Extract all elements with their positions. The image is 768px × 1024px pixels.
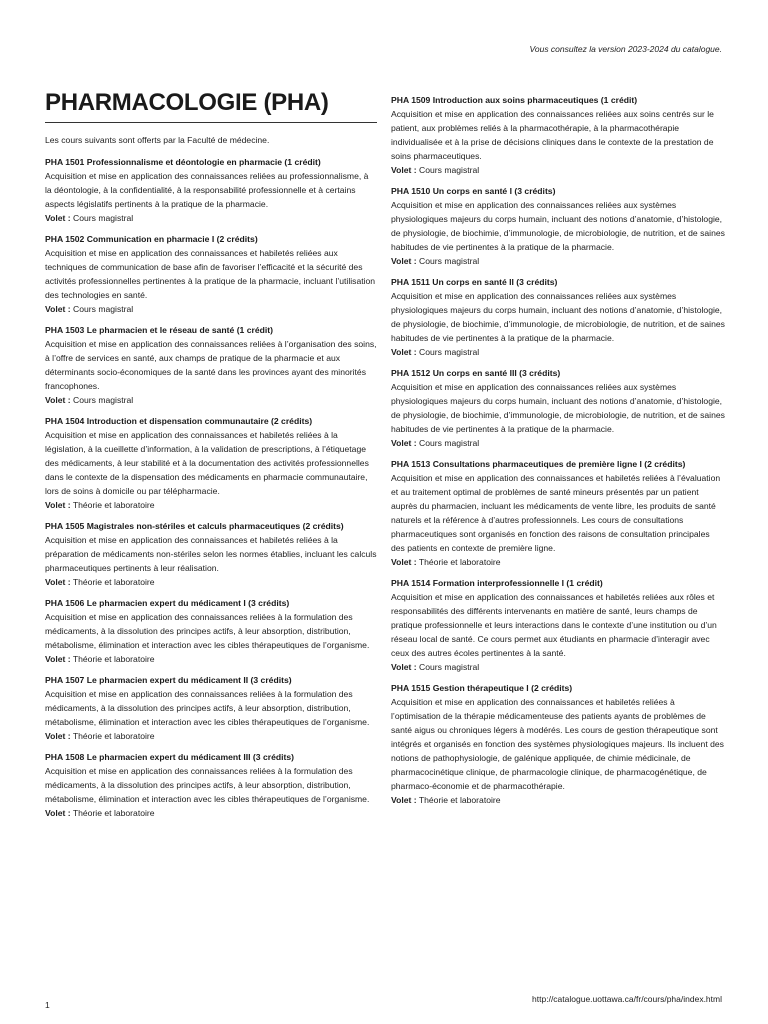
course-entry [45,750,377,820]
course-description: Acquisition et mise en application des connaissances et habiletés reliées aux techniques de communication de base afin de favoriser l’efficacité et la sécurité des activités professionnelles pertinentes à la pratique de la pharmacie, incluant l’utilisation des technologies en santé. [45,248,376,301]
course-volet [391,163,725,177]
course-entry [391,576,725,674]
volet-label: Volet : [45,213,71,224]
course-title: PHA 1503 Le pharmacien et le réseau de santé (1 crédit) [45,325,273,336]
course-title: PHA 1504 Introduction et dispensation communautaire (2 crédits) [45,416,313,427]
volet-label: Volet : [45,808,71,819]
volet-value: Théorie et laboratoire [72,500,155,511]
course-description: Acquisition et mise en application des connaissances reliées aux systèmes physiologiques majeurs du corps humain, incluant des notions d’anatomie, d’histologie, de physiologie, de biochimie, d’immunologie, de microbiologie, de nutrition, et de saines habitudes de vie pertinentes à la pratique de la pharmacie. [391,291,725,343]
volet-value: Cours magistral [419,165,480,175]
course-volet [391,254,725,268]
course-entry [45,519,377,589]
course-volet [45,302,377,316]
volet-label: Volet : [391,438,417,448]
course-title: PHA 1515 Gestion thérapeutique I (2 crédits) [391,683,573,693]
volet-value: Théorie et laboratoire [72,808,155,819]
volet-label: Volet : [45,500,71,511]
course-volet [45,575,377,589]
volet-label: Volet : [391,347,417,357]
course-volet [391,660,725,674]
course-entry [45,414,377,512]
footer-url[interactable]: http://catalogue.uottawa.ca/fr/cours/pha/index.html [532,994,722,1004]
course-title: PHA 1507 Le pharmacien expert du médicament II (3 crédits) [45,675,292,686]
volet-value: Théorie et laboratoire [418,795,501,805]
course-entry [391,93,725,177]
course-description: Acquisition et mise en application des connaissances reliées à la formulation des médicaments, à la dissolution des principes actifs, à leur absorption, distribution, métabolisme, élimination et interaction avec les cibles thérapeutiques de l’organisme. [45,689,370,728]
right-column [391,93,725,814]
left-course-list [45,155,377,820]
course-entry [45,673,377,743]
volet-label: Volet : [391,165,417,175]
volet-label: Volet : [45,731,71,742]
page-title: PHARMACOLOGIE (PHA) [45,90,377,123]
course-entry [45,155,377,225]
volet-value: Théorie et laboratoire [72,731,155,742]
course-description: Acquisition et mise en application des connaissances et habiletés reliées à l’évaluation et au traitement optimal de problèmes de santé mineurs présentés par un patient auprès du pharmacien, incluant les médicaments de vente libre, les produits de santé naturels et la référence à d’autres professionnels. Les cours de consultations pharmaceutiques sont organisés en fonction des raisons de consultation principales des patients en contexte de première ligne. [391,473,721,553]
course-description: Acquisition et mise en application des connaissances reliées aux systèmes physiologiques majeurs du corps humain, incluant des notions d’anatomie, d’histologie, de physiologie, de biochimie, d’immunologie, de microbiologie, de nutrition, et de saines habitudes de vie pertinentes à la pratique de la pharmacie. [391,200,725,252]
intro-text: Les cours suivants sont offerts par la Faculté de médecine. [45,135,270,146]
course-volet [45,498,377,512]
course-title: PHA 1512 Un corps en santé III (3 crédits) [391,368,561,378]
course-volet [391,436,725,450]
course-entry [391,184,725,268]
volet-label: Volet : [391,256,417,266]
course-volet [391,555,725,569]
course-description: Acquisition et mise en application des connaissances reliées à la formulation des médicaments, à la dissolution des principes actifs, à leur absorption, distribution, métabolisme, élimination et interaction avec les cibles thérapeutiques de l’organisme. [45,612,370,651]
volet-value: Cours magistral [419,256,480,266]
course-entry [391,366,725,450]
volet-value: Théorie et laboratoire [72,577,155,588]
course-description: Acquisition et mise en application des connaissances reliées à la formulation des médicaments, à la dissolution des principes actifs, à leur absorption, distribution, métabolisme, élimination et interaction avec les cibles thérapeutiques de l’organisme. [45,766,370,805]
course-description: Acquisition et mise en application des connaissances et habiletés reliées à la législation, à la cueillette d’information, à la validation de prescriptions, à l’étiquetage des médicaments, à leur stabilité et à la documentation des activités professionnelles dans le contexte de la dispensation des médicaments en pharmacie communautaire, lors de soins à domicile ou par télépharmacie. [45,430,369,497]
course-volet [45,729,377,743]
course-volet [391,793,725,807]
course-volet [45,393,377,407]
volet-label: Volet : [45,654,71,665]
course-description: Acquisition et mise en application des connaissances et habiletés reliées aux rôles et responsabilités des différents intervenants en matière de santé, leurs champs de pratique professionnelle et leurs interactions dans le contexte d’une institution ou d’un réseau local de santé. Ce cours permet aux étudiants en pharmacie d’interagir avec ceux des autres écoles pertinentes à la santé. [391,592,717,658]
course-description: Acquisition et mise en application des connaissances et habiletés reliées à l’optimisation de la thérapie médicamenteuse des patients ayants de problèmes de santé aigus ou chroniques légers à modérés. Les cours de gestion thérapeutique sont intégrés et organisés en fonction des systèmes physiologiques majeurs. Ils incluent des notions de pathophysiologie, de galénique appliquée, de chimie médicinale, de pharmacocinétique clinique, de pharmacologie clinique, de pharmacogénétique, de pharmaco-économie et de pharmacothérapie. [391,697,724,791]
course-entry [391,457,725,569]
course-title: PHA 1508 Le pharmacien expert du médicament III (3 crédits) [45,752,294,763]
volet-label: Volet : [45,577,71,588]
volet-value: Cours magistral [419,662,480,672]
volet-value: Cours magistral [419,438,480,448]
course-entry [45,323,377,407]
volet-value: Cours magistral [419,347,480,357]
course-title: PHA 1513 Consultations pharmaceutiques de première ligne I (2 crédits) [391,459,686,469]
volet-value: Théorie et laboratoire [418,557,501,567]
course-title: PHA 1514 Formation interprofessionnelle I (1 crédit) [391,578,603,588]
volet-label: Volet : [391,662,417,672]
course-volet [45,652,377,666]
course-title: PHA 1501 Professionnalisme et déontologie en pharmacie (1 crédit) [45,157,321,168]
course-title: PHA 1502 Communication en pharmacie I (2 crédits) [45,234,258,245]
volet-label: Volet : [45,395,71,406]
volet-label: Volet : [45,304,71,315]
course-title: PHA 1505 Magistrales non-stériles et calculs pharmaceutiques (2 crédits) [45,521,344,532]
volet-value: Cours magistral [73,395,134,406]
version-note: Vous consultez la version 2023-2024 du catalogue. [529,44,722,54]
course-entry [391,275,725,359]
course-entry [391,681,725,807]
course-volet [45,806,377,820]
course-entry [45,232,377,316]
volet-label: Volet : [391,795,417,805]
course-entry [45,596,377,666]
course-description: Acquisition et mise en application des connaissances reliées au professionnalisme, à la déontologie, à la confidentialité, à la responsabilité professionnelle et à certains aspects législatifs pertinents à la pratique de la pharmacie. [45,171,369,210]
volet-value: Théorie et laboratoire [72,654,155,665]
course-title: PHA 1511 Un corps en santé II (3 crédits) [391,277,558,287]
course-title: PHA 1510 Un corps en santé I (3 crédits) [391,186,556,196]
page-number: 1 [45,1000,50,1010]
volet-value: Cours magistral [73,213,134,224]
course-description: Acquisition et mise en application des connaissances reliées aux soins centrés sur le patient, aux problèmes reliés à la pharmacothérapie, à la pharmacothérapie individualisée et à la prise de décisions cliniques dans le contexte de la prestation de soins pharmaceutiques. [391,109,714,161]
volet-value: Cours magistral [73,304,134,315]
course-title: PHA 1506 Le pharmacien expert du médicament I (3 crédits) [45,598,290,609]
course-volet [391,345,725,359]
course-description: Acquisition et mise en application des connaissances reliées à l’organisation des soins, à l’offre de services en santé, aux champs de pratique de la pharmacie et aux déterminants socio-économiques de la santé dans les provinces ayant des minorités francophones. [45,339,377,392]
course-description: Acquisition et mise en application des connaissances et habiletés reliées à la préparation de médicaments non-stériles selon les normes établies, incluant les calculs pharmaceutiques pertinents à leur réalisation. [45,535,377,574]
left-column [45,90,377,827]
course-description: Acquisition et mise en application des connaissances reliées aux systèmes physiologiques majeurs du corps humain, incluant des notions d’anatomie, d’histologie, de physiologie, de biochimie, d’immunologie, de microbiologie, de nutrition, et de saines habitudes de vie pertinentes à la pratique de la pharmacie. [391,382,725,434]
course-title: PHA 1509 Introduction aux soins pharmaceutiques (1 crédit) [391,95,638,105]
volet-label: Volet : [391,557,417,567]
right-course-list [391,93,725,807]
course-volet [45,211,377,225]
